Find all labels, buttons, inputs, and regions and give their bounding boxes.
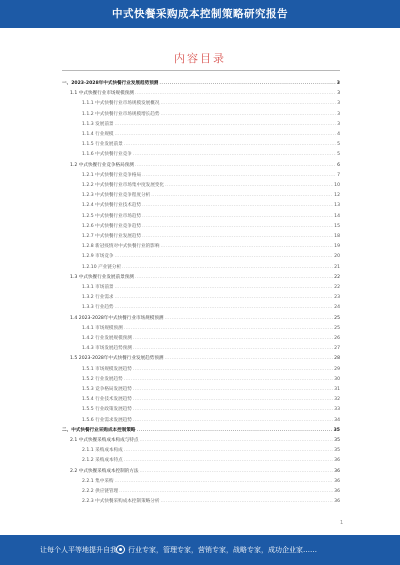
toc-leader-dots	[133, 406, 333, 413]
toc-leader-dots	[142, 223, 333, 230]
toc-entry-page: 18	[334, 234, 340, 239]
toc-entry-page: 5	[337, 152, 340, 158]
toc-entry-label: 1.2.8 新冠疫情对中式快餐行业的影响	[82, 244, 160, 250]
toc-leader-dots	[133, 396, 333, 403]
toc-entry-page: 29	[334, 366, 340, 372]
toc-entry[interactable]	[82, 417, 340, 424]
toc-entry-label: 1.2.2 中式快餐行业市场集中度发展变化	[82, 183, 165, 188]
toc-entry-page: 25	[334, 315, 340, 321]
toc-leader-dots	[140, 468, 334, 475]
toc-entry-page: 3	[337, 91, 340, 97]
toc-entry-label: 1.2.1 中式快餐行业竞争格局	[82, 172, 142, 178]
toc-entry[interactable]	[82, 111, 340, 118]
toc-entry-page: 14	[334, 213, 340, 219]
toc-entry-label: 2.1.1 采购成本构成	[82, 448, 123, 454]
toc-entry[interactable]	[82, 457, 340, 464]
toc-leader-dots	[115, 294, 334, 301]
toc-leader-dots	[165, 182, 333, 189]
toc-entry-page: 5	[337, 142, 340, 148]
toc-entry[interactable]	[82, 498, 340, 505]
toc-entry-label: 1.2 中式快餐行业竞争格局预测	[70, 162, 134, 168]
toc-entry-label: 1.4.3 市场发展趋势预测	[82, 346, 132, 352]
toc-entry-label: 1.5.5 行业政策发展趋势	[82, 407, 132, 413]
toc-entry[interactable]	[82, 264, 340, 271]
toc-leader-dots	[165, 315, 334, 322]
toc-entry[interactable]	[82, 447, 340, 454]
toc-entry-page: 36	[334, 468, 340, 474]
toc-entry[interactable]	[82, 233, 340, 240]
toc-leader-dots	[137, 427, 333, 434]
toc-entry[interactable]	[70, 162, 340, 169]
toc-entry[interactable]	[82, 151, 340, 158]
toc-leader-dots	[133, 151, 336, 158]
toc-entry-label: 1.2.4 中式快餐行业技术趋势	[82, 203, 142, 209]
toc-entry-label: 2.2 中式快餐采购成本控制的方法	[70, 468, 139, 474]
toc-leader-dots	[133, 386, 333, 393]
toc-entry-label: 1.2.7 中式快餐行业发展趋势	[82, 234, 142, 239]
toc-entry-label: 1.3.3 行业趋势	[82, 305, 114, 311]
toc-leader-dots	[122, 264, 333, 271]
toc-entry-page: 36	[334, 499, 340, 505]
toc-entry-page: 32	[334, 397, 340, 403]
toc-entry-page: 27	[334, 346, 340, 352]
toc-entry-label: 2.2.3 中式快餐采购成本控制策略分析	[82, 499, 160, 505]
toc-leader-dots	[119, 488, 333, 495]
toc-title: 内容目录	[174, 52, 226, 65]
toc-entry-label: 1.1 中式快餐行业市场规模预测	[70, 91, 134, 97]
toc-entry-page: 3	[336, 81, 340, 86]
toc-entry-label: 1.5.2 行业发展趋势	[82, 376, 123, 382]
toc-entry[interactable]	[82, 396, 340, 403]
toc-leader-dots	[124, 141, 336, 148]
toc-leader-dots	[160, 498, 333, 505]
toc-entry[interactable]	[70, 315, 340, 322]
toc-leader-dots	[135, 90, 336, 97]
footer-bar	[0, 535, 400, 565]
toc-entry-page: 35	[334, 448, 340, 454]
toc-leader-dots	[142, 172, 336, 179]
toc-entry-page: 19	[334, 244, 340, 250]
toc-entry[interactable]	[70, 468, 340, 475]
toc-entry-page: 36	[334, 489, 340, 494]
toc-entry[interactable]	[82, 213, 340, 220]
toc-entry-label: 1.1.2 中式快餐行业市场规模增长趋势	[82, 111, 160, 117]
toc-leader-dots	[165, 355, 334, 362]
toc-entry-label: 1.5.4 行业技术发展趋势	[82, 397, 132, 403]
toc-entry-page: 3	[337, 121, 340, 127]
toc-entry-page: 24	[334, 305, 340, 311]
page-number: 1	[340, 520, 344, 526]
footer-experts-text: 行业专家，管理专家，营销专家，战略专家，成功企业家……	[128, 546, 317, 554]
toc-entry[interactable]	[82, 488, 340, 495]
toc-entry-label: 2.1 中式快餐采购成本构成与特点	[70, 438, 139, 443]
toc-entry-page: 22	[334, 285, 340, 290]
toc-entry-label: 1.1.6 中式快餐行业竞争	[82, 152, 132, 158]
toc-entry[interactable]	[82, 304, 340, 311]
toc-entry-page: 34	[334, 417, 340, 423]
toc-entry[interactable]	[82, 335, 340, 342]
toc-entry-label: 1.5 2023-2028年中式快餐行业发展趋势预测	[70, 356, 164, 362]
toc-entry-page: 31	[334, 387, 340, 392]
toc-entry-page: 36	[334, 478, 340, 484]
toc-leader-dots	[159, 80, 335, 87]
toc-entry[interactable]	[82, 406, 340, 413]
toc-entry-label: 1.4.2 行业发展规模预测	[82, 336, 132, 341]
toc-leader-dots	[142, 213, 333, 220]
toc-entry-page: 26	[334, 336, 340, 341]
toc-entry[interactable]	[82, 141, 340, 148]
toc-entry-page: 33	[334, 407, 340, 413]
toc-entry-label: 1.3.2 行业需求	[82, 295, 114, 301]
toc-entry[interactable]	[82, 345, 340, 352]
toc-entry[interactable]	[82, 376, 340, 383]
toc-leader-dots	[160, 100, 336, 107]
toc-leader-dots	[142, 233, 333, 240]
toc-leader-dots	[135, 274, 333, 281]
toc-entry-page: 35	[333, 427, 340, 433]
toc-entry[interactable]	[82, 478, 340, 485]
toc-leader-dots	[140, 437, 334, 444]
toc-leader-dots	[160, 243, 333, 250]
toc-entry-page: 36	[334, 458, 340, 464]
toc-leader-dots	[142, 202, 333, 209]
toc-entry[interactable]	[70, 274, 340, 281]
toc-entry-label: 1.1.3 发展前景	[82, 121, 114, 127]
toc-entry-label: 2.2.2 供应链管理	[82, 489, 119, 494]
toc-leader-dots	[124, 376, 333, 383]
toc-entry[interactable]	[70, 355, 340, 362]
toc-leader-dots	[124, 457, 333, 464]
toc-entry-label: 1.5.3 竞争格局发展趋势	[82, 387, 132, 392]
toc-entry-page: 3	[337, 101, 340, 107]
toc-leader-dots	[115, 284, 334, 291]
toc-entry[interactable]	[82, 182, 340, 189]
toc-entry-label: 2.1.2 采购成本特点	[82, 458, 123, 464]
toc-entry[interactable]	[62, 427, 340, 434]
toc-entry[interactable]	[82, 284, 340, 291]
toc-entry[interactable]	[82, 325, 340, 332]
toc-entry-page: 35	[334, 438, 340, 443]
toc-entry-label: 1.1.4 行业规模	[82, 132, 114, 137]
toc-entry[interactable]	[82, 121, 340, 128]
footer-slogan: 让每个人平等地提升自我	[40, 546, 117, 554]
toc-entry-label: 1.2.5 中式快餐行业市场趋势	[82, 213, 142, 219]
toc-leader-dots	[115, 253, 334, 260]
toc-leader-dots	[124, 447, 333, 454]
toc-entry-label: 1.4 2023-2028年中式快餐行业市场规模预测	[70, 315, 164, 321]
toc-entry[interactable]	[82, 202, 340, 209]
toc-leader-dots	[133, 345, 333, 352]
toc-entry-page: 4	[337, 132, 340, 137]
toc-leader-dots	[115, 304, 334, 311]
toc-entry-page: 21	[334, 264, 340, 270]
toc-entry-page: 20	[334, 254, 340, 260]
toc-entry-page: 3	[337, 111, 340, 117]
toc-entry-page: 23	[334, 295, 340, 301]
toc-leader-dots	[115, 478, 334, 485]
toc-entry-label: 1.4.1 市场规模预测	[82, 325, 123, 331]
toc-entry-page: 15	[334, 223, 340, 229]
toc-leader-dots	[151, 192, 333, 199]
toc-entry-label: 1.2.3 中式快餐行业竞争程度分析	[82, 193, 151, 199]
toc-leader-dots	[115, 131, 337, 138]
toc-entry-label: 1.5.1 市场规模发展趋势	[82, 366, 132, 372]
toc-entry-label: 1.2.10 产业链分析	[82, 264, 122, 270]
bullet-icon	[116, 545, 125, 554]
toc-entry-page: 6	[337, 162, 340, 168]
toc-entry-label: 1.1.1 中式快餐行业市场规模发展概况	[82, 101, 160, 107]
toc-leader-dots	[124, 325, 333, 332]
toc-entry-label: 1.3.1 市场前景	[82, 285, 114, 290]
toc-entry-label: 二、中式快餐行业采购成本控制策略	[62, 427, 136, 433]
toc-entry-page: 13	[334, 203, 340, 209]
toc-entry[interactable]	[82, 386, 340, 393]
toc-leader-dots	[133, 366, 333, 373]
toc-leader-dots	[115, 121, 337, 128]
toc-entry[interactable]	[82, 131, 340, 138]
toc-entry-page: 10	[334, 183, 340, 188]
toc-entry-page: 22	[334, 274, 340, 280]
toc-entry-label: 1.1.5 行业发展前景	[82, 142, 123, 148]
toc-entry[interactable]	[70, 90, 340, 97]
toc-entry-page: 25	[334, 325, 340, 331]
toc-entry-page: 12	[334, 193, 340, 199]
toc-entry-label: 1.3 中式快餐行业发展前景预测	[70, 274, 134, 280]
toc-entry[interactable]	[70, 437, 340, 444]
toc-top-divider	[62, 70, 340, 71]
toc-entry[interactable]	[82, 366, 340, 373]
toc-entry[interactable]	[82, 253, 340, 260]
toc-leader-dots	[135, 162, 336, 169]
toc-entry[interactable]	[62, 80, 340, 87]
toc-leader-dots	[133, 335, 333, 342]
toc-entry-page: 28	[334, 356, 340, 362]
toc-entry-label: 1.5.6 行业需求发展趋势	[82, 417, 132, 423]
toc-leader-dots	[160, 111, 336, 118]
toc-leader-dots	[133, 417, 333, 424]
toc-entry[interactable]	[82, 243, 340, 250]
report-header-bar	[0, 0, 400, 28]
toc-entry-label: 2.2.1 集中采购	[82, 478, 114, 484]
toc-entry-label: 1.2.9 市场竞争	[82, 254, 114, 260]
toc-entry-page: 30	[334, 376, 340, 382]
toc-entry[interactable]	[82, 100, 340, 107]
report-title: 中式快餐采购成本控制策略研究报告	[112, 8, 288, 20]
toc-entry[interactable]	[82, 192, 340, 199]
toc-entry[interactable]	[82, 223, 340, 230]
toc-entry[interactable]	[82, 294, 340, 301]
toc-entry[interactable]	[82, 172, 340, 179]
toc-entry-label: 一、2023-2028年中式快餐行业发展趋势预测	[62, 81, 159, 86]
toc-entry-page: 7	[337, 172, 340, 178]
toc-entry-label: 1.2.6 中式快餐行业竞争趋势	[82, 223, 142, 229]
